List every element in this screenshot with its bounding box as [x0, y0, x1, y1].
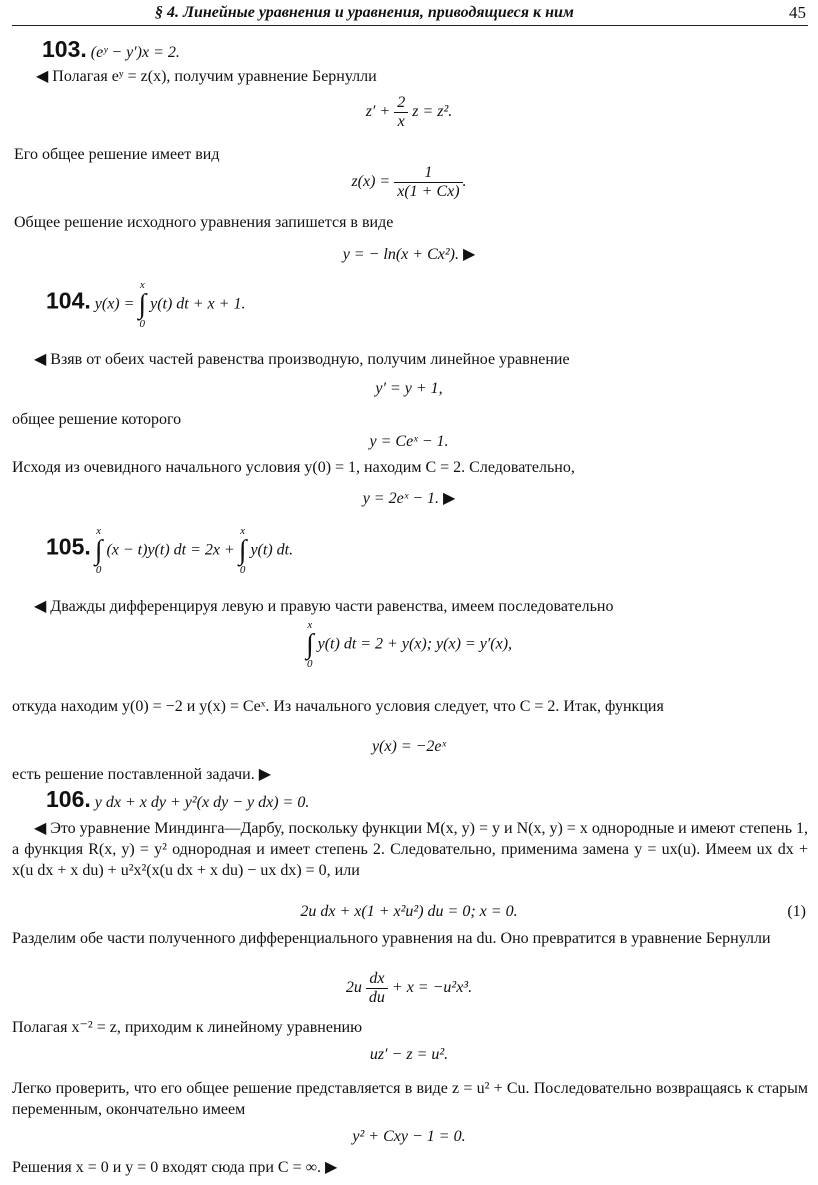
problem-103-heading	[42, 36, 180, 63]
problem-statement: (eʸ − y′)x = 2.	[90, 44, 180, 61]
fraction: $\frac{dx}{du}$	[366, 970, 388, 1007]
problem-104-heading: 104. y(x) = x ∫ 0 y(t) dt + x + 1.	[46, 279, 246, 330]
running-header: § 4. Линейные уравнения и уравнения, приводящиеся к ним	[155, 4, 574, 21]
paragraph: Разделим обе части полученного дифференциального уравнения на du. Оно превратится в уравнение Бернулли	[12, 930, 771, 947]
text-line: общее решение которого	[12, 411, 182, 428]
text-line: Исходя из очевидного начального условия y(0) = 1, находим C = 2. Следовательно,	[12, 459, 575, 476]
integral-sign: x ∫ 0	[94, 525, 103, 576]
text-line: Общее решение исходного уравнения запишется в виде	[14, 214, 394, 231]
integral-sign: x ∫ 0	[138, 279, 147, 330]
equation-general-solution: z(x) = $\frac{1}{x(1 + Cx)}$ .	[351, 164, 467, 200]
problem-number: 103.	[42, 36, 87, 62]
fraction: $\frac{2}{x}$	[394, 94, 408, 131]
problem-number: 106.	[46, 786, 91, 812]
text-line: Полагая x⁻² = z, приходим к линейному уравнению	[12, 1019, 363, 1036]
problem-statement: y dx + x dy + y²(x dy − y dx) = 0.	[94, 794, 310, 811]
equation-1: 2u dx + x(1 + x²u²) du = 0; x = 0.	[300, 903, 518, 920]
equation: y(x) = −2eˣ	[371, 738, 447, 755]
text-line: ◀ Дважды дифференцируя левую и правую части равенства, имеем последовательно	[34, 598, 614, 615]
integral-sign: x ∫ 0	[305, 619, 314, 670]
equation: y′ = y + 1,	[375, 380, 443, 397]
integral-sign: x ∫ 0	[238, 525, 247, 576]
page-number: 45	[789, 3, 806, 22]
equation-bernoulli: 2u $\frac{dx}{du}$ + x = −u²x³.	[345, 970, 473, 1006]
text-line: Его общее решение имеет вид	[14, 146, 220, 163]
paragraph: откуда находим y(0) = −2 и y(x) = Ceˣ. Из начального условия следует, что C = 2. Итак, функция	[12, 698, 664, 715]
header-rule	[12, 25, 808, 26]
equation-number: (1)	[787, 903, 806, 920]
problem-105-heading: 105. x ∫ 0 (x − t)y(t) dt = 2x + x ∫ 0 y(t) dt.	[46, 525, 294, 576]
paragraph: Легко проверить, что его общее решение представляется в виде z = u² + Cu. Последовательно возвращаясь к старым переменным, окончательно имеем	[12, 1080, 808, 1118]
equation-bernoulli: z′ + $\frac{2}{x}$ z = z².	[365, 94, 453, 130]
equation: uz′ − z = u².	[369, 1046, 449, 1063]
text-line: ◀ Полагая eʸ = z(x), получим уравнение Бернулли	[36, 68, 377, 85]
equation: y² + Cxy − 1 = 0.	[352, 1128, 466, 1145]
problem-106-heading	[46, 786, 309, 813]
equation-final: y = − ln(x + Cx²). ▶	[342, 246, 476, 263]
equation-final: y = 2eˣ − 1. ▶	[362, 490, 456, 507]
text-line: есть решение поставленной задачи. ▶	[12, 766, 272, 783]
paragraph: ◀ Это уравнение Миндинга—Дарбу, поскольку функции M(x, y) = y и N(x, y) = x однородные и имеют степень 1, а функция R(x, y) = y² однородная и имеет степень 2. Следовательно, применима замена y = ux(u). Имеем ux dx + x(u dx + x du) + u²x²(x(u dx + x du) − ux dx) = 0, или	[12, 820, 808, 879]
text-line: ◀ Взяв от обеих частей равенства производную, получим линейное уравнение	[34, 351, 570, 368]
fraction: $\frac{1}{x(1 + Cx)}$	[394, 164, 462, 201]
equation: y = Ceˣ − 1.	[369, 433, 449, 450]
problem-number: 104.	[46, 287, 91, 314]
equation-integral: x ∫ 0 y(t) dt = 2 + y(x); y(x) = y′(x),	[305, 619, 513, 670]
problem-number: 105.	[46, 533, 91, 560]
text-line: Решения x = 0 и y = 0 входят сюда при C = ∞. ▶	[12, 1159, 338, 1176]
